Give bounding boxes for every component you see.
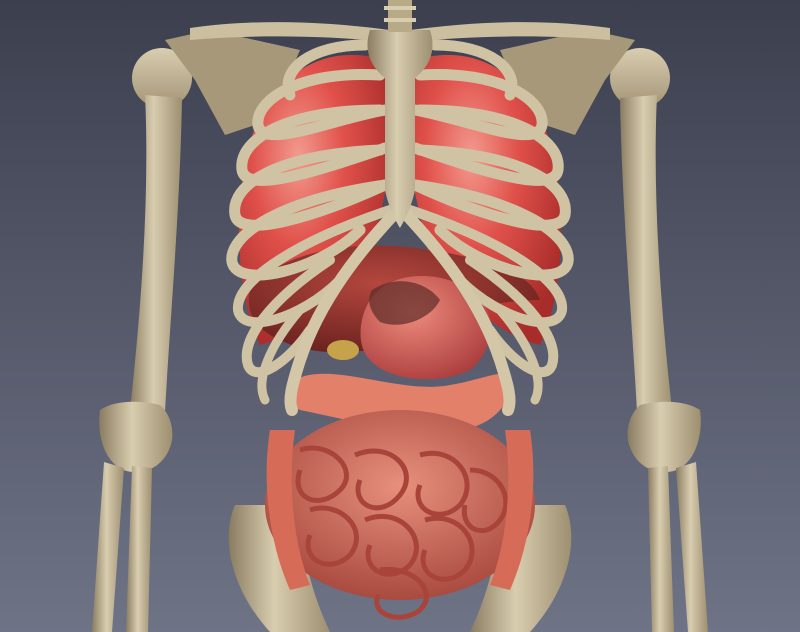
cervical-spine bbox=[384, 0, 416, 32]
gallbladder bbox=[327, 340, 359, 360]
